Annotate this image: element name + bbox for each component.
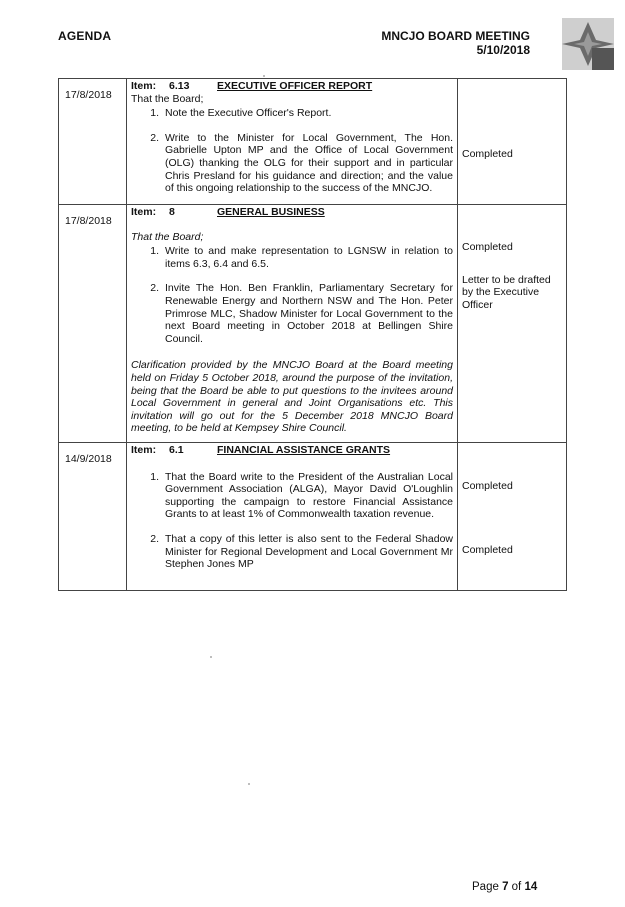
- meeting-date: 5/10/2018: [476, 43, 530, 57]
- actions-table: [58, 78, 567, 591]
- status-cell: [458, 205, 567, 443]
- item-cell: [127, 205, 458, 443]
- status-cell: [458, 79, 567, 205]
- item-heading: [131, 80, 453, 93]
- item-heading: [131, 444, 453, 457]
- item-number: 6.1: [169, 444, 184, 456]
- meeting-header: [381, 29, 530, 57]
- resolution-number: 1.: [150, 107, 159, 120]
- resolution-number: 1.: [150, 245, 159, 258]
- item-label: Item:: [131, 80, 157, 92]
- resolution-item: [131, 107, 453, 120]
- resolution-text: Write to and make representation to LGNSW in relation to items 6.3, 6.4 and 6.5.: [165, 245, 453, 270]
- status-text: Completed: [462, 480, 513, 492]
- date-cell: 17/8/2018: [59, 205, 127, 443]
- table-row: [59, 79, 567, 205]
- item-title: EXECUTIVE OFFICER REPORT: [217, 80, 373, 92]
- resolution-text: Write to the Minister for Local Government, The Hon. Gabrielle Upton MP and the Office of Local Government (OLG) thanking the OLG for their support and in particular Chris Presland for his guidance and direction; and the value of this ongoing relationship to the success of the MNCJO.: [165, 131, 453, 195]
- page-of: of: [508, 881, 525, 893]
- date-cell: 17/8/2018: [59, 79, 127, 205]
- item-label: Item:: [131, 206, 157, 218]
- page-prefix: Page: [472, 881, 503, 893]
- resolution-item: [131, 132, 453, 195]
- resolution-intro: That the Board;: [131, 92, 204, 105]
- resolution-item: [131, 533, 453, 571]
- page-current: 7: [502, 881, 509, 893]
- item-cell: [127, 443, 458, 591]
- meeting-title: MNCJO BOARD MEETING: [381, 29, 530, 43]
- resolution-number: 2.: [150, 532, 159, 545]
- resolution-intro: That the Board;: [131, 230, 204, 243]
- table-row: [59, 205, 567, 443]
- resolution-number: 1.: [150, 470, 159, 483]
- resolution-number: 2.: [150, 131, 159, 144]
- resolution-item: [131, 282, 453, 345]
- item-title: FINANCIAL ASSISTANCE GRANTS: [217, 444, 391, 456]
- resolution-text: Note the Executive Officer's Report.: [165, 107, 332, 120]
- resolution-item: [131, 471, 453, 521]
- status-text: Completed: [462, 241, 513, 253]
- item-title: GENERAL BUSINESS: [217, 206, 325, 218]
- status-text: Letter to be drafted by the Executive Officer: [462, 273, 551, 311]
- item-number: 8: [169, 206, 175, 218]
- resolution-text: That the Board write to the President of the Australian Local Government Association (ALGA), Mayor David O'Loughlin supporting the campaign to restore Financial Assistance Grants to at least 1% of Commonwealth taxation revenue.: [165, 470, 453, 521]
- date-cell: 14/9/2018: [59, 443, 127, 591]
- scan-speck: [248, 783, 250, 785]
- status-cell: [458, 443, 567, 591]
- agenda-label: AGENDA: [58, 29, 112, 43]
- mncjo-logo-icon: [562, 18, 614, 70]
- resolution-item: [131, 245, 453, 270]
- clarification-note: Clarification provided by the MNCJO Board at the Board meeting held on Friday 5 October 2018, around the purpose of the invitation, being that the Board be able to put questions to the invitees around Local Government in general and Joint Organisations etc. This invitation will go out for the 5 December 2018 MNCJO Board meeting, to be held at Kempsey Shire Council.: [131, 359, 453, 435]
- scan-speck: [210, 656, 212, 658]
- resolution-text: That a copy of this letter is also sent to the Federal Shadow Minister for Regional Development and Local Government Mr Stephen Jones MP: [165, 532, 453, 571]
- item-number: 6.13: [169, 80, 190, 92]
- resolution-number: 2.: [150, 282, 159, 295]
- resolution-text: Invite The Hon. Ben Franklin, Parliamentary Secretary for Renewable Energy and Northern NSW and The Hon. Peter Primrose MLC, Shadow Minister for Local Government to the next Board meeting in October 2018 at Bellingen Shire Council.: [165, 282, 453, 345]
- status-text: Completed: [462, 148, 513, 160]
- status-text: Completed: [462, 543, 513, 556]
- scan-speck: [263, 75, 265, 77]
- table-row: [59, 443, 567, 591]
- page-total: 14: [524, 881, 538, 893]
- item-heading: [131, 206, 453, 219]
- item-cell: [127, 79, 458, 205]
- item-label: Item:: [131, 444, 157, 456]
- page-number: [472, 881, 537, 893]
